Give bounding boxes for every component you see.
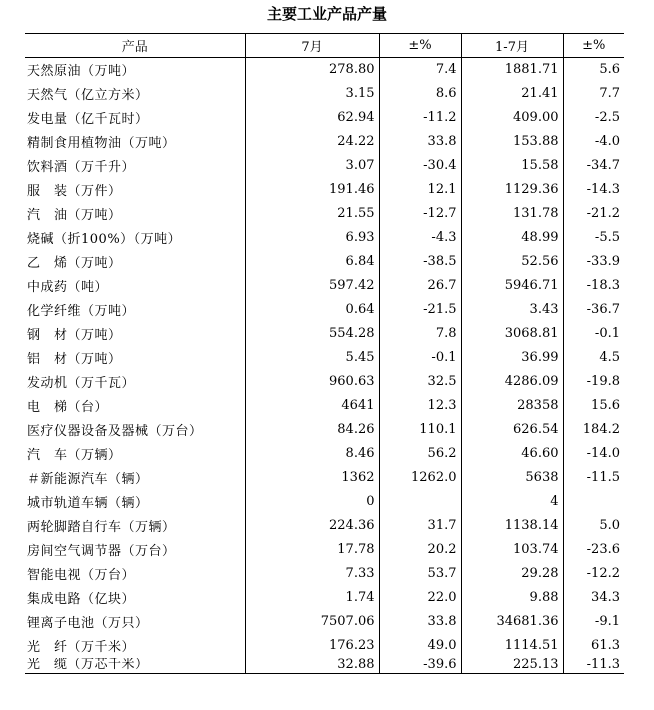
cell-jan-jul-change: -19.8 bbox=[563, 370, 624, 394]
cell-product: 汽 油（万吨） bbox=[27, 208, 122, 223]
table-row bbox=[25, 58, 624, 82]
table-row bbox=[25, 82, 624, 106]
cell-jan-jul: 9.88 bbox=[461, 586, 563, 610]
cell-jan-jul-change: -14.3 bbox=[563, 178, 624, 202]
cell-jan-jul-change: -5.5 bbox=[563, 226, 624, 250]
cell-july-change: 33.8 bbox=[379, 610, 461, 634]
cell-july-change: -30.4 bbox=[379, 154, 461, 178]
table-row bbox=[25, 562, 624, 586]
cell-july: 278.80 bbox=[245, 58, 379, 82]
table-row bbox=[25, 490, 624, 514]
cell-jan-jul: 1114.51 bbox=[461, 634, 563, 658]
table-row bbox=[25, 274, 624, 298]
cell-jan-jul: 1129.36 bbox=[461, 178, 563, 202]
cell-july: 1.74 bbox=[245, 586, 379, 610]
cell-jan-jul-change: -33.9 bbox=[563, 250, 624, 274]
cell-product: 锂离子电池（万只） bbox=[27, 616, 149, 631]
cell-july: 176.23 bbox=[245, 634, 379, 658]
cell-july: 6.84 bbox=[245, 250, 379, 274]
cell-july-change: -0.1 bbox=[379, 346, 461, 370]
production-table bbox=[25, 33, 624, 674]
cell-july: 0.64 bbox=[245, 298, 379, 322]
cell-jan-jul-change: -12.2 bbox=[563, 562, 624, 586]
cell-july: 3.15 bbox=[245, 82, 379, 106]
cell-jan-jul: 36.99 bbox=[461, 346, 563, 370]
cell-product: 光 纤（万千米） bbox=[27, 640, 136, 655]
cell-jan-jul-change: -18.3 bbox=[563, 274, 624, 298]
cell-jan-jul-change: 5.6 bbox=[563, 58, 624, 82]
cell-jan-jul: 225.13 bbox=[461, 658, 563, 674]
cell-jan-jul-change: 7.7 bbox=[563, 82, 624, 106]
table-row bbox=[25, 466, 624, 490]
cell-jan-jul-change: -9.1 bbox=[563, 610, 624, 634]
header-row bbox=[25, 34, 624, 58]
cell-july: 17.78 bbox=[245, 538, 379, 562]
cell-july: 554.28 bbox=[245, 322, 379, 346]
cell-product: 集成电路（亿块） bbox=[27, 592, 136, 607]
cell-product: 电 梯（台） bbox=[27, 400, 109, 415]
cell-product: 饮料酒（万千升） bbox=[27, 160, 136, 175]
cell-july-change: 7.4 bbox=[379, 58, 461, 82]
cell-product: 光 缆（万芯千米） bbox=[25, 658, 245, 674]
cell-july: 0 bbox=[245, 490, 379, 514]
cell-july: 5.45 bbox=[245, 346, 379, 370]
cell-jan-jul: 28358 bbox=[461, 394, 563, 418]
table-row bbox=[25, 178, 624, 202]
cell-july-change: 12.3 bbox=[379, 394, 461, 418]
cell-july: 6.93 bbox=[245, 226, 379, 250]
cell-jan-jul-change: -2.5 bbox=[563, 106, 624, 130]
cell-july: 21.55 bbox=[245, 202, 379, 226]
table-row bbox=[25, 514, 624, 538]
table-row bbox=[25, 202, 624, 226]
cell-product: 城市轨道车辆（辆） bbox=[27, 496, 149, 511]
cell-july-change: 56.2 bbox=[379, 442, 461, 466]
cell-july: 32.88 bbox=[245, 658, 379, 674]
table-row bbox=[25, 634, 624, 658]
cell-jan-jul-change: 15.6 bbox=[563, 394, 624, 418]
cell-product: 房间空气调节器（万台） bbox=[27, 544, 176, 559]
cell-jan-jul-change: -34.7 bbox=[563, 154, 624, 178]
cell-july-change: -11.2 bbox=[379, 106, 461, 130]
table-body bbox=[25, 58, 624, 674]
cell-jan-jul: 153.88 bbox=[461, 130, 563, 154]
cell-july: 1362 bbox=[245, 466, 379, 490]
cell-product: 服 装（万件） bbox=[27, 184, 122, 199]
cell-jan-jul-change: -23.6 bbox=[563, 538, 624, 562]
cell-product: 发动机（万千瓦） bbox=[27, 376, 136, 391]
cell-july: 8.46 bbox=[245, 442, 379, 466]
cell-jan-jul: 1138.14 bbox=[461, 514, 563, 538]
cell-july-change: 20.2 bbox=[379, 538, 461, 562]
cell-july: 191.46 bbox=[245, 178, 379, 202]
cell-july: 7507.06 bbox=[245, 610, 379, 634]
cell-jan-jul-change bbox=[563, 490, 624, 514]
table-row bbox=[25, 418, 624, 442]
cell-jan-jul: 5946.71 bbox=[461, 274, 563, 298]
table-row bbox=[25, 250, 624, 274]
cell-jan-jul: 3.43 bbox=[461, 298, 563, 322]
cell-jan-jul: 409.00 bbox=[461, 106, 563, 130]
cell-product: 天然气（亿立方米） bbox=[27, 88, 149, 103]
cell-jan-jul-change: 34.3 bbox=[563, 586, 624, 610]
cell-jan-jul: 29.28 bbox=[461, 562, 563, 586]
table-row bbox=[25, 322, 624, 346]
table-row bbox=[25, 538, 624, 562]
cell-july-change: 31.7 bbox=[379, 514, 461, 538]
table-header bbox=[25, 34, 624, 58]
cell-product: 铝 材（万吨） bbox=[27, 352, 122, 367]
cell-july-change: 7.8 bbox=[379, 322, 461, 346]
cell-july-change bbox=[379, 490, 461, 514]
cell-july: 62.94 bbox=[245, 106, 379, 130]
cell-july: 3.07 bbox=[245, 154, 379, 178]
cell-product: 医疗仪器设备及器械（万台） bbox=[27, 424, 203, 439]
cell-product: 化学纤维（万吨） bbox=[27, 304, 136, 319]
cell-jan-jul-change: -21.2 bbox=[563, 202, 624, 226]
table-row bbox=[25, 658, 624, 674]
header-july-change: ±% bbox=[379, 34, 461, 58]
cell-jan-jul-change: 61.3 bbox=[563, 634, 624, 658]
cell-product: 中成药（吨） bbox=[27, 280, 109, 295]
cell-jan-jul-change: -14.0 bbox=[563, 442, 624, 466]
table-row bbox=[25, 586, 624, 610]
cell-july: 4641 bbox=[245, 394, 379, 418]
cell-jan-jul: 131.78 bbox=[461, 202, 563, 226]
cell-jan-jul-change: -36.7 bbox=[563, 298, 624, 322]
cell-july: 960.63 bbox=[245, 370, 379, 394]
cell-july-change: 1262.0 bbox=[379, 466, 461, 490]
cell-jan-jul-change: -4.0 bbox=[563, 130, 624, 154]
cell-jan-jul: 48.99 bbox=[461, 226, 563, 250]
cell-product: 发电量（亿千瓦时） bbox=[27, 112, 149, 127]
cell-jan-jul-change: 184.2 bbox=[563, 418, 624, 442]
cell-july-change: -4.3 bbox=[379, 226, 461, 250]
cell-july: 24.22 bbox=[245, 130, 379, 154]
table-row bbox=[25, 370, 624, 394]
table-title: 主要工业产品产量 bbox=[266, 5, 387, 23]
table-row bbox=[25, 106, 624, 130]
table-row bbox=[25, 154, 624, 178]
header-jan-jul: 1-7月 bbox=[461, 34, 563, 58]
table-row bbox=[25, 130, 624, 154]
cell-july-change: -21.5 bbox=[379, 298, 461, 322]
cell-jan-jul-change: -11.5 bbox=[563, 466, 624, 490]
cell-july-change: 8.6 bbox=[379, 82, 461, 106]
cell-jan-jul-change: 5.0 bbox=[563, 514, 624, 538]
cell-july: 7.33 bbox=[245, 562, 379, 586]
cell-jan-jul: 3068.81 bbox=[461, 322, 563, 346]
cell-product: 精制食用植物油（万吨） bbox=[27, 136, 176, 151]
cell-jan-jul: 1881.71 bbox=[461, 58, 563, 82]
table-row bbox=[25, 298, 624, 322]
cell-jan-jul: 5638 bbox=[461, 466, 563, 490]
header-july: 7月 bbox=[245, 34, 379, 58]
cell-july-change: -39.6 bbox=[379, 658, 461, 674]
cell-jan-jul: 15.58 bbox=[461, 154, 563, 178]
cell-july-change: 53.7 bbox=[379, 562, 461, 586]
cell-jan-jul: 46.60 bbox=[461, 442, 563, 466]
cell-product: 天然原油（万吨） bbox=[27, 64, 136, 80]
cell-jan-jul: 4 bbox=[461, 490, 563, 514]
cell-jan-jul: 21.41 bbox=[461, 82, 563, 106]
table-row bbox=[25, 346, 624, 370]
cell-product: 钢 材（万吨） bbox=[27, 328, 122, 343]
cell-july-change: -12.7 bbox=[379, 202, 461, 226]
cell-july: 597.42 bbox=[245, 274, 379, 298]
cell-product: 乙 烯（万吨） bbox=[27, 256, 122, 271]
cell-jan-jul-change: -0.1 bbox=[563, 322, 624, 346]
cell-jan-jul: 52.56 bbox=[461, 250, 563, 274]
cell-july-change: 22.0 bbox=[379, 586, 461, 610]
cell-jan-jul: 34681.36 bbox=[461, 610, 563, 634]
cell-july-change: 26.7 bbox=[379, 274, 461, 298]
cell-july: 224.36 bbox=[245, 514, 379, 538]
cell-product: 汽 车（万辆） bbox=[27, 448, 122, 463]
cell-july-change: 33.8 bbox=[379, 130, 461, 154]
table-row bbox=[25, 442, 624, 466]
cell-jan-jul-change: 4.5 bbox=[563, 346, 624, 370]
cell-july: 84.26 bbox=[245, 418, 379, 442]
cell-jan-jul: 103.74 bbox=[461, 538, 563, 562]
cell-july-change: 49.0 bbox=[379, 634, 461, 658]
header-jan-jul-change: ±% bbox=[563, 34, 624, 58]
cell-jan-jul-change: -11.3 bbox=[563, 658, 624, 674]
cell-july-change: 110.1 bbox=[379, 418, 461, 442]
table-row bbox=[25, 610, 624, 634]
cell-product: ＃新能源汽车（辆） bbox=[27, 472, 149, 487]
cell-product: 智能电视（万台） bbox=[27, 568, 136, 583]
cell-july-change: 32.5 bbox=[379, 370, 461, 394]
cell-july-change: -38.5 bbox=[379, 250, 461, 274]
header-product: 产品 bbox=[25, 34, 245, 58]
cell-product: 两轮脚踏自行车（万辆） bbox=[27, 520, 176, 535]
cell-product: 烧碱（折100%）（万吨） bbox=[27, 232, 182, 247]
cell-jan-jul: 626.54 bbox=[461, 418, 563, 442]
cell-july-change: 12.1 bbox=[379, 178, 461, 202]
table-row bbox=[25, 226, 624, 250]
table-row bbox=[25, 394, 624, 418]
cell-jan-jul: 4286.09 bbox=[461, 370, 563, 394]
